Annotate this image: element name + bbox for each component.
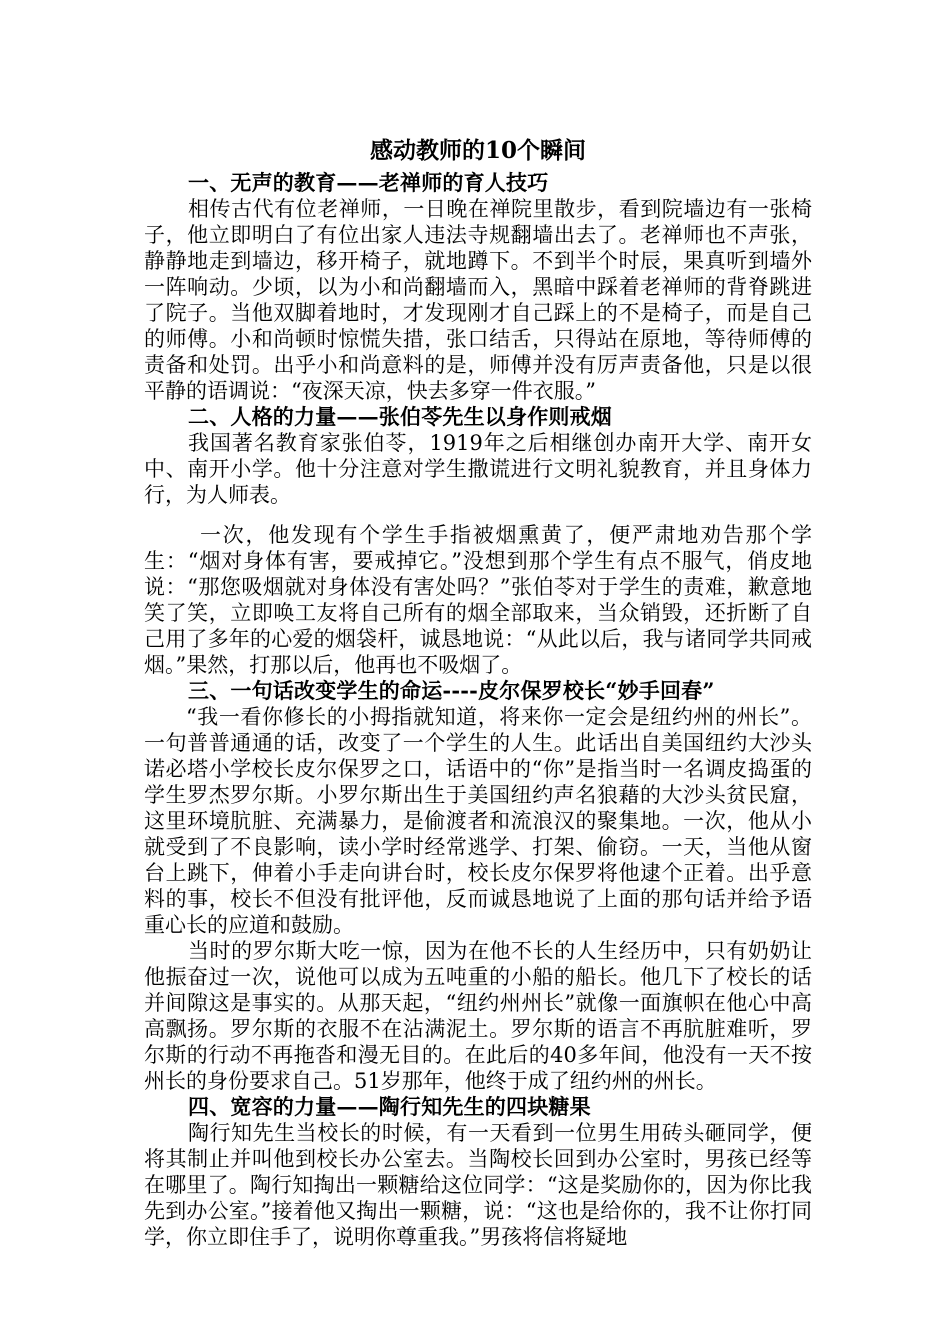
section-3-paragraph-1: “我一看你修长的小拇指就知道，将来你一定会是纽约州的州长”。一句普普通通的话，改变了一个学生的人生。此话出自美国纽约大沙头诺必塔小学校长皮尔保罗之口，话语中的“你”是指当时一名调皮捣蛋的学生罗杰罗尔斯。小罗尔斯出生于美国纽约声名狼藉的大沙头贫民窟，这里环境肮脏、充满暴力，是偷渡者和流浪汉的聚集地。一次，他从小就受到了不良影响，读小学时经常逃学、打架、偷窃。一天，当他从窗台上跳下，伸着小手走向讲台时，校长皮尔保罗将他逮个正着。出乎意料的事，校长不但没有批评他，反而诚恳地说了上面的那句话并给予语重心长的应道和鼓励。: [144, 705, 812, 937]
section-2-paragraph-2: 一次，他发现有个学生手指被烟熏黄了，便严肃地劝告那个学生：“烟对身体有害，要戒掉它。”没想到那个学生有点不服气，俏皮地说：“那您吸烟就对身体没有害处吗？”张伯苓对于学生的责难，歉意地笑了笑，立即唤工友将自己所有的烟全部取来，当众销毁，还折断了自己用了多年的心爱的烟袋杆，诚恳地说：“从此以后，我与诸同学共同戒烟。”果然，打那以后，他再也不吸烟了。: [144, 523, 812, 677]
section-3-heading: 三、一句话改变学生的命运----皮尔保罗校长“妙手回春”: [188, 678, 715, 703]
section-2-paragraph-1: 我国著名教育家张伯苓，1919年之后相继创办南开大学、南开女中、南开小学。他十分注意对学生撒谎进行文明礼貌教育，并且身体力行，为人师表。: [144, 431, 812, 507]
document-title: 感动教师的10个瞬间: [369, 137, 586, 164]
section-3-paragraph-2: 当时的罗尔斯大吃一惊，因为在他不长的人生经历中，只有奶奶让他振奋过一次，说他可以成为五吨重的小船的船长。他几下了校长的话并间隙这是事实的。从那天起，“纽约州州长”就像一面旗帜在他心中高高飘扬。罗尔斯的衣服不在沾满泥土。罗尔斯的语言不再肮脏难听，罗尔斯的行动不再拖沓和漫无目的。在此后的40多年间，他没有一天不按州长的身份要求自己。51岁那年，他终于成了纽约州的州长。: [144, 939, 812, 1093]
section-4-paragraph-1: 陶行知先生当校长的时候，有一天看到一位男生用砖头砸同学，便将其制止并叫他到校长办公室去。当陶校长回到办公室时，男孩已经等在哪里了。陶行知掏出一颗糖给这位同学：“这是奖励你的，因为你比我先到办公室。”接着他又掏出一颗糖，说：“这也是给你的，我不让你打同学，你立即住手了，说明你尊重我。”男孩将信将疑地: [144, 1121, 812, 1249]
section-1-paragraph-1: 相传古代有位老禅师，一日晚在禅院里散步，看到院墙边有一张椅子，他立即明白了有位出家人违法寺规翻墙出去了。老禅师也不声张，静静地走到墙边，移开椅子，就地蹲下。不到半个时辰，果真听到墙外一阵响动。少顷，以为小和尚翻墙而入，黑暗中踩着老禅师的背脊跳进了院子。当他双脚着地时，才发现刚才自己踩上的不是椅子，而是自己的师傅。小和尚顿时惊慌失措，张口结舌，只得站在原地，等待师傅的责备和处罚。出乎小和尚意料的是，师傅并没有厉声责备他，只是以很平静的语调说：“夜深天凉，快去多穿一件衣服。”: [144, 197, 812, 403]
section-1-heading: 一、无声的教育——老禅师的育人技巧: [188, 170, 549, 195]
document-page: [144, 128, 812, 1250]
section-2-heading: 二、人格的力量——张伯苓先生以身作则戒烟: [188, 404, 612, 429]
section-4-heading: 四、宽容的力量——陶行知先生的四块糖果: [188, 1094, 591, 1119]
